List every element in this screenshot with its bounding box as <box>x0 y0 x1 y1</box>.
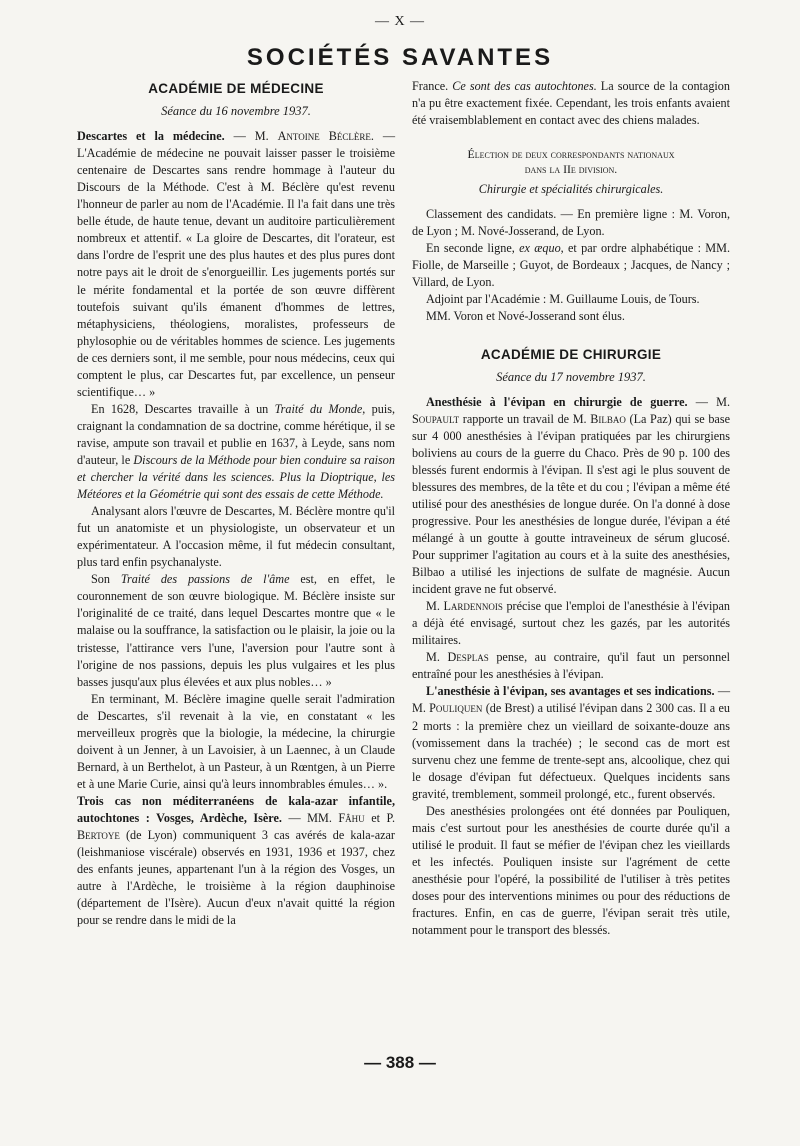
emphasis: Ce sont des cas autochtones. <box>452 79 597 93</box>
election-heading-division: dans la IIe division. <box>524 162 618 177</box>
seance-date-chirurgie: Séance du 17 novembre 1937. <box>496 369 646 384</box>
text: M. <box>426 650 448 665</box>
author-name: Lardennois <box>443 599 503 614</box>
text: Son <box>91 572 121 587</box>
author-name: Pouliquen <box>429 701 483 716</box>
article-descartes-p3: Analysant alors l'œuvre de Descartes, M. Béclère montre qu'il fut un anatomiste et un physiologiste, un observateur et un expérimentateur. A l'occasion même, il fut médecin consultant, plus tard enfin psychanalyste. <box>77 504 395 570</box>
author-name: Soupault <box>412 411 460 426</box>
dash: — M. <box>412 684 730 716</box>
left-column <box>77 78 395 929</box>
paragraph-text: . — L'Académie de médecine ne pouvait laisser passer le troisième centenaire de Descartes sans rendre hommage à l'auteur du Discours de la Méthode. C'est à M. Béclère qu'est revenu l'honneur de parler au nom de l'Académie. Il l'a fait dans une très belle étude, de haute tenue, devant un auditoire particulièrement nombreux et attentif. « La gloire de Descartes, dit l'orateur, est dans l'ordre de l'esprit une des plus hautes et des plus pures dont notre pays ait le droit de s'enorgueillir. Les jugements portés sur le mérite fondamental et la portée de son œuvre diffèrent toutefois suivant qu'ils émanent d'hommes de lettres, métaphysiciens, théologiens, moralistes, professeurs de phylosophie ou de véritables hommes de science. Les jugements de ces derniers sont, il me semble, pour nous médecins, ceux qui comptent le plus, car Descartes fut, par excellence, un penseur scientifique… » <box>77 129 396 399</box>
book-title: Discours de la Méthode pour bien conduire sa raison et chercher la vérité dans les sciences. Plus la Dioptrique, les Météores et la Géométrie qui sont des essais de cette Méthode. <box>77 452 395 502</box>
page-title: SOCIÉTÉS SAVANTES <box>246 44 554 71</box>
election-second-line <box>412 240 730 291</box>
section-heading-chirurgie: ACADÉMIE DE CHIRURGIE <box>480 346 662 362</box>
article-desplas <box>412 649 730 683</box>
dash: — MM. <box>281 810 339 825</box>
article-lardennois <box>412 598 730 649</box>
dash: — M. <box>687 394 730 409</box>
article-kala-azar-continued <box>412 78 730 129</box>
paragraph-text: (de Brest) a utilisé l'évipan dans 2 300 cas. Il a eu 2 morts : la première chez un vieillard de soixante-douze ans (vomissement dans la trachée) ; le second cas de mort est survenu chez une femme de trente-sept ans, alcoolique, chez qui le dosage d'évipan fut défectueux. Quelques incidents sans gravité, tremblement, sommeil prolongé, etc., furent observés. <box>412 701 730 801</box>
dash: — M. <box>224 129 278 144</box>
text: M. <box>426 599 444 614</box>
election-candidates: Classement des candidats. — En première ligne : M. Voron, de Lyon ; M. Nové-Josserand, de Lyon. <box>412 207 730 239</box>
election-adjoint: Adjoint par l'Académie : M. Guillaume Louis, de Tours. <box>426 292 700 307</box>
folio: — X — <box>374 14 426 29</box>
text: La source de la contagion n'a pu être exactement fixée. Cependant, les trois enfants avaient été vraisemblablement en contact avec des chiens malades. <box>412 79 730 128</box>
text: En 1628, Descartes travaille à un <box>91 401 275 416</box>
article-evipan-conclusion: Des anesthésies prolongées ont été données par Pouliquen, mais c'est surtout pour les anesthésies de courte durée qu'il a utilisé le produit. Il faut se méfier de l'évipan chez les vieillards et les infectés. Pouliquen insiste sur l'agrément de cette anesthésie pour l'opéré, la possibilité de l'utiliser à très petites doses pour des interventions minimes ou pour des réductions de fractures. Enfin, en cas de guerre, l'évipan serait très utile, notamment pour le transport des blessés. <box>412 803 730 938</box>
text: rapporte un travail de M. <box>459 411 591 426</box>
page-number: — 388 — <box>364 1053 436 1072</box>
article-title: Trois cas non méditerranéens de kala-azar infantile, autochtones : Vosges, Ardèche, Isère. <box>77 793 395 825</box>
author-name: Bilbao <box>590 411 626 426</box>
article-descartes-p2 <box>77 401 395 503</box>
text: En seconde ligne, <box>426 241 520 256</box>
article-descartes-p4 <box>77 571 395 690</box>
author-name: Bertoye <box>77 828 120 843</box>
text: est, en effet, le couronnement de son œuvre biologique. M. Béclère insiste sur l'originalité de ce traité, dans lequel Descartes montre que « le malaise ou la souffrance, la satisfaction ou le plaisir, la joie ou la tristesse, l'attirance vers l'une, l'aversion pour l'autre sont à l'origine de nos passions, depuis les plus vulgaires et les plus basses jusqu'aux plus élevées et aux plus nobles… » <box>77 572 395 689</box>
article-evipan-indications <box>412 683 730 802</box>
article-descartes-intro <box>77 128 395 401</box>
text: , puis, craignant la condamnation de sa doctrine, comme hérétique, il se ravise, ampute son travail et publie en 1637, à Leyde, sans nom d'auteur, le <box>77 401 395 467</box>
election-subheading: Chirurgie et spécialités chirurgicales. <box>478 182 664 197</box>
election-result: MM. Voron et Nové-Josserand sont élus. <box>426 309 625 324</box>
article-evipan-guerre <box>412 394 730 599</box>
text: , et par ordre alphabétique : MM. Fiolle, de Marseille ; Guyot, de Bordeaux ; Jacques, de Nancy ; Villard, de Lyon. <box>412 241 730 290</box>
paragraph-text: (de Lyon) communiquent 3 cas avérés de kala-azar (leishmaniose viscérale) observés en 1931, 1936 et 1937, chez des enfants jeunes, appartenant l'un à la région des Vosges, un autre à l'Ardèche, le troisième à la région dauphinoise (département de l'Isère). Aucun d'eux n'avait quitté la région pour se rendre dans le midi de la <box>77 828 395 928</box>
emphasis: ex æquo <box>519 241 561 256</box>
election-heading: Élection de deux correspondants nationaux <box>467 147 675 162</box>
article-title: Descartes et la médecine. <box>77 129 225 144</box>
paragraph-text: pense, au contraire, qu'il faut un personnel entraîné pour les anesthésies à l'évipan. <box>412 650 730 682</box>
paragraph-text: précise que l'emploi de l'anesthésie à l'évipan a déjà été envisagé, surtout chez les gazés, par les autorités militaires. <box>412 599 730 648</box>
article-descartes-p5: En terminant, M. Béclère imagine quelle serait l'admiration de Descartes, s'il revenait à la vie, en constatant « les merveilleux progrès que la biologie, la médecine, la chirurgie doivent à un Jenner, à un Lavoisier, à un Laennec, à un Claude Bernard, à un Berthelot, à un Pasteur, à un Rœntgen, à un Pierre et à une Marie Curie, ainsi qu'à leurs innombrables émules… ». <box>77 691 395 791</box>
book-title: Traité des passions de l'âme <box>120 572 290 587</box>
text: et P. <box>364 810 395 825</box>
right-column <box>412 78 730 939</box>
article-title: Anesthésie à l'évipan en chirurgie de guerre. <box>426 394 688 409</box>
section-heading-medecine: ACADÉMIE DE MÉDECINE <box>148 81 324 96</box>
author-name: Fâhu <box>338 810 365 825</box>
book-title: Traité du Monde <box>274 401 363 416</box>
article-title: L'anesthésie à l'évipan, ses avantages et ses indications. <box>426 684 715 699</box>
author-name: Antoine Béclère <box>277 129 371 144</box>
article-kala-azar <box>77 793 395 929</box>
text: France. <box>412 79 453 93</box>
paragraph-text: (La Paz) qui se base sur 4 000 anesthésies à l'évipan pratiquées par les chirurgiens boliviens au cours de la guerre du Chaco. Près de 90 p. 100 des blessés furent endormis à l'évipan. Il s'est agi le plus souvent de blessures des membres, de la tête et du cou ; l'évipan a même été utilisé pour des anesthésies de longue durée. On l'a donné à dose progressive. Pour les anesthésies de longue durée, l'évipan a été mélangé à un goutte à goutte intraveineux de sérum glucosé. Pour supprimer l'agitation au cours et à la suite des anesthésies, Bilbao a utilisé les injections de sulfate de magnésie. Aucun incident grave ne fut observé. <box>412 411 730 597</box>
seance-date-medecine: Séance du 16 novembre 1937. <box>161 104 311 119</box>
author-name: Desplas <box>447 650 489 665</box>
